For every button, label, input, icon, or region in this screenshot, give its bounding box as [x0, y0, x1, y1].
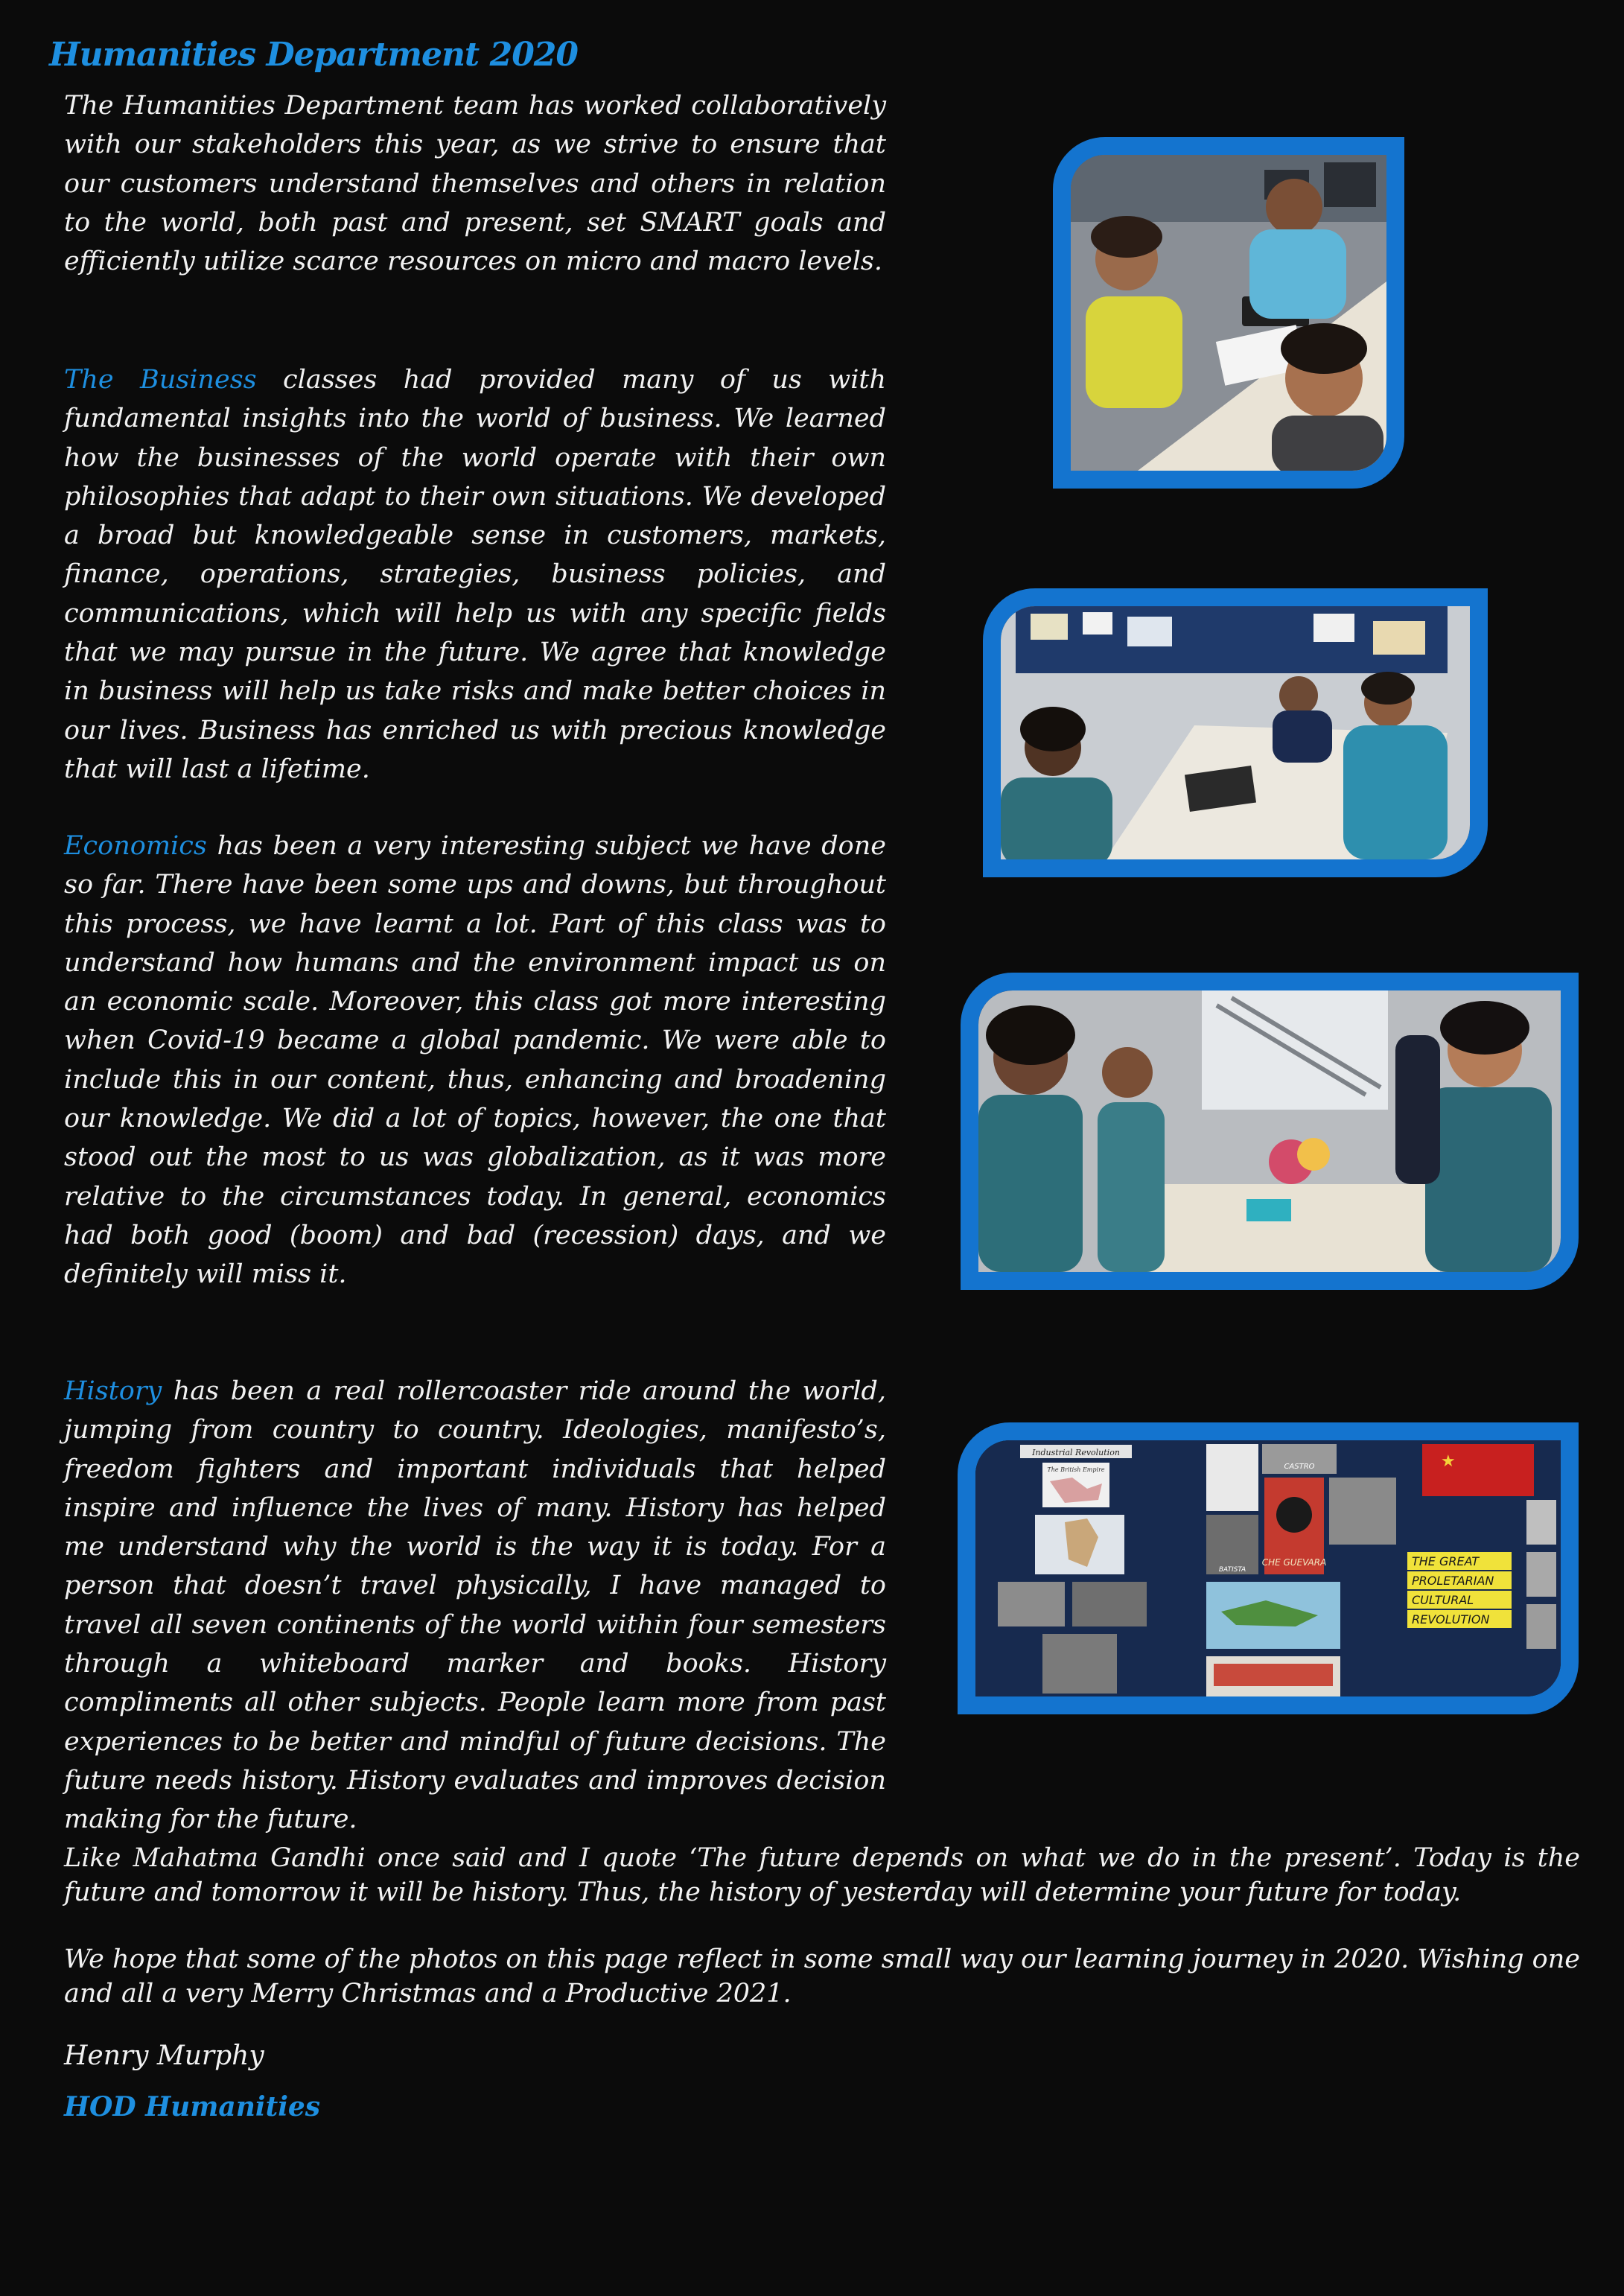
economics-body: has been a very interesting subject we have done so far. There have been some ups and downs, but throughout this process, we have learnt a lot. Part of this class was to understand how humans and the environment impact us on an economic scale. Moreover, this class got more interesting when Covid-19 became a global pandemic. We were able to include this in our content, thus, enhancing and broadening our knowledge. We did a lot of topics, however, the one that stood out the most to us was globalization, as it was more relative to the circumstances today. In general, economics had both good (boom) and bad (recession) days, and we definitely will miss it. [64, 831, 886, 1290]
intro-paragraph: The Humanities Department team has worked collaboratively with our stakeholders this year, as we strive to ensure that our customers understand themselves and others in relation to the world, both past and present, set SMART goals and efficiently utilize scarce resources on micro and macro levels. [64, 91, 886, 277]
staff-group-photo [1053, 137, 1404, 489]
history-heading: History [64, 1376, 162, 1406]
page-title: Humanities Department 2020 [49, 36, 579, 74]
business-heading: The Business [64, 365, 257, 395]
board-label-british-empire: The British Empire [1047, 1466, 1105, 1473]
board-label-the-great: THE GREAT [1412, 1554, 1480, 1568]
signature-name: Henry Murphy [64, 2041, 264, 2071]
board-label-revolution: REVOLUTION [1412, 1612, 1490, 1626]
classroom-business-photo [983, 588, 1488, 877]
board-label-castro: CASTRO [1284, 1463, 1315, 1471]
economics-paragraph [64, 827, 886, 1294]
market-stall-image [978, 990, 1561, 1272]
classroom-image [1001, 606, 1470, 859]
flag-star-icon: ★ [1441, 1452, 1456, 1471]
closing-paragraph: We hope that some of the photos on this page reflect in some small way our learning journey in 2020. Wishing one and all a very Merry Christmas and a Productive 2021. [64, 1944, 1580, 2009]
economics-market-stall-photo [961, 973, 1579, 1290]
business-body: classes had provided many of us with fundamental insights into the world of business. We learned how the businesses of the world operate with their own philosophies that adapt to their own situations. We developed a broad but knowledgeable sense in customers, markets, finance, operations, strategies, business policies, and communications, which will help us with any specific fields that we may pursue in the future. We agree that knowledge in business will help us take risks and make better choices in our lives. Business has enriched us with precious knowledge that will last a lifetime. [64, 365, 886, 784]
signature-role: HOD Humanities [64, 2091, 321, 2122]
board-label-che-guevara: CHE GUEVARA [1261, 1557, 1327, 1568]
history-display-board-photo [958, 1422, 1579, 1714]
gandhi-quote-paragraph: Like Mahatma Gandhi once said and I quote ‘The future depends on what we do in the present’. Today is the future and tomorrow it will be history. Thus, the history of yesterday will determine your future for today. [64, 1843, 1580, 1907]
economics-heading: Economics [64, 831, 207, 861]
board-label-proletarian: PROLETARIAN [1412, 1574, 1494, 1588]
history-body: has been a real rollercoaster ride around the world, jumping from country to country. Ideologies, manifesto’s, freedom fighters and important individuals that helped inspire and influence the lives of many. History has helped me understand why the world is the way it is today. For a person that doesn’t travel physically, I have managed to travel all seven continents of the world within four semesters through a whiteboard marker and books. History compliments all other subjects. People learn more from past experiences to be better and mindful of future decisions. The future needs history. History evaluates and improves decision making for the future. [64, 1376, 886, 1835]
board-label-cultural: CULTURAL [1412, 1593, 1474, 1607]
staff-group-image [1071, 155, 1386, 471]
history-paragraph [64, 1372, 886, 1839]
history-board-image [975, 1440, 1561, 1696]
board-label-batista: BATISTA [1218, 1566, 1246, 1574]
board-label-industrial-revolution: Industrial Revolution [1032, 1448, 1120, 1457]
business-paragraph [64, 360, 886, 789]
